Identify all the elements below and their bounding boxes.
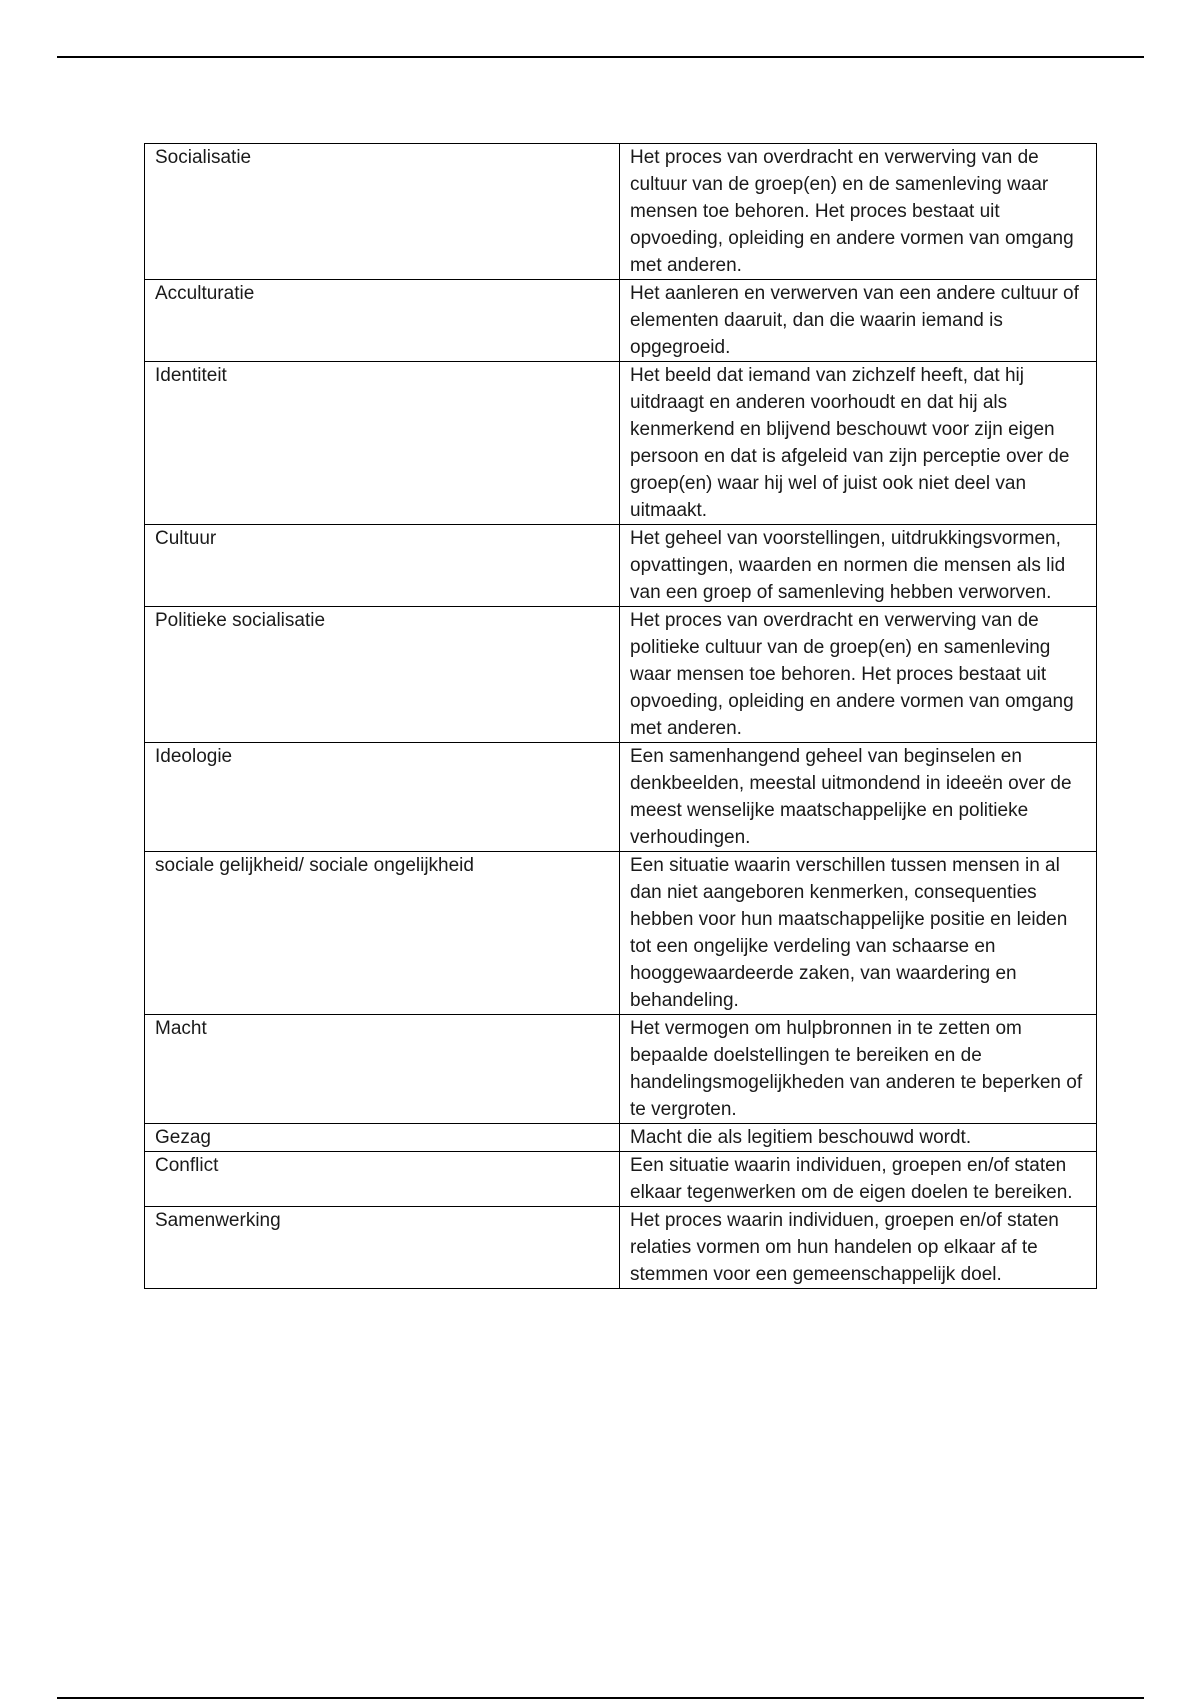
table-row <box>145 743 1097 852</box>
term-cell: Socialisatie <box>145 144 620 280</box>
definition-cell: Het proces van overdracht en verwerving van de cultuur van de groep(en) en de samenleving waar mensen toe behoren. Het proces bestaat uit opvoeding, opleiding en andere vormen van omgang met anderen. <box>620 144 1097 280</box>
term-cell: Ideologie <box>145 743 620 852</box>
glossary-table <box>144 143 1097 1289</box>
table-row <box>145 1152 1097 1207</box>
term-cell: Identiteit <box>145 362 620 525</box>
header-rule <box>57 56 1144 58</box>
definition-cell: Macht die als legitiem beschouwd wordt. <box>620 1124 1097 1152</box>
definition-cell: Het proces van overdracht en verwerving van de politieke cultuur van de groep(en) en samenleving waar mensen toe behoren. Het proces bestaat uit opvoeding, opleiding en andere vormen van omgang met anderen. <box>620 607 1097 743</box>
definition-cell: Een situatie waarin individuen, groepen en/of staten elkaar tegenwerken om de eigen doelen te bereiken. <box>620 1152 1097 1207</box>
term-cell: Conflict <box>145 1152 620 1207</box>
table-row <box>145 1124 1097 1152</box>
term-cell: Cultuur <box>145 525 620 607</box>
table-row <box>145 144 1097 280</box>
table-row <box>145 852 1097 1015</box>
definition-cell: Het beeld dat iemand van zichzelf heeft, dat hij uitdraagt en anderen voorhoudt en dat hij als kenmerkend en blijvend beschouwt voor zijn eigen persoon en dat is afgeleid van zijn perceptie over de groep(en) waar hij wel of juist ook niet deel van uitmaakt. <box>620 362 1097 525</box>
table-row <box>145 607 1097 743</box>
definition-cell: Het aanleren en verwerven van een andere cultuur of elementen daaruit, dan die waarin iemand is opgegroeid. <box>620 280 1097 362</box>
definition-cell: Een situatie waarin verschillen tussen mensen in al dan niet aangeboren kenmerken, consequenties hebben voor hun maatschappelijke positie en leiden tot een ongelijke verdeling van schaarse en hooggewaardeerde zaken, van waardering en behandeling. <box>620 852 1097 1015</box>
term-cell: Macht <box>145 1015 620 1124</box>
term-cell: Acculturatie <box>145 280 620 362</box>
term-cell: Gezag <box>145 1124 620 1152</box>
term-cell: Samenwerking <box>145 1207 620 1289</box>
table-row <box>145 1207 1097 1289</box>
footer-rule <box>57 1697 1144 1699</box>
table-row <box>145 1015 1097 1124</box>
definition-cell: Het vermogen om hulpbronnen in te zetten om bepaalde doelstellingen te bereiken en de handelingsmogelijkheden van anderen te beperken of te vergroten. <box>620 1015 1097 1124</box>
definition-cell: Het proces waarin individuen, groepen en/of staten relaties vormen om hun handelen op elkaar af te stemmen voor een gemeenschappelijk doel. <box>620 1207 1097 1289</box>
table-row <box>145 525 1097 607</box>
table-row <box>145 362 1097 525</box>
term-cell: sociale gelijkheid/ sociale ongelijkheid <box>145 852 620 1015</box>
term-cell: Politieke socialisatie <box>145 607 620 743</box>
table-row <box>145 280 1097 362</box>
definition-cell: Het geheel van voorstellingen, uitdrukkingsvormen, opvattingen, waarden en normen die mensen als lid van een groep of samenleving hebben verworven. <box>620 525 1097 607</box>
definition-cell: Een samenhangend geheel van beginselen en denkbeelden, meestal uitmondend in ideeën over de meest wenselijke maatschappelijke en politieke verhoudingen. <box>620 743 1097 852</box>
